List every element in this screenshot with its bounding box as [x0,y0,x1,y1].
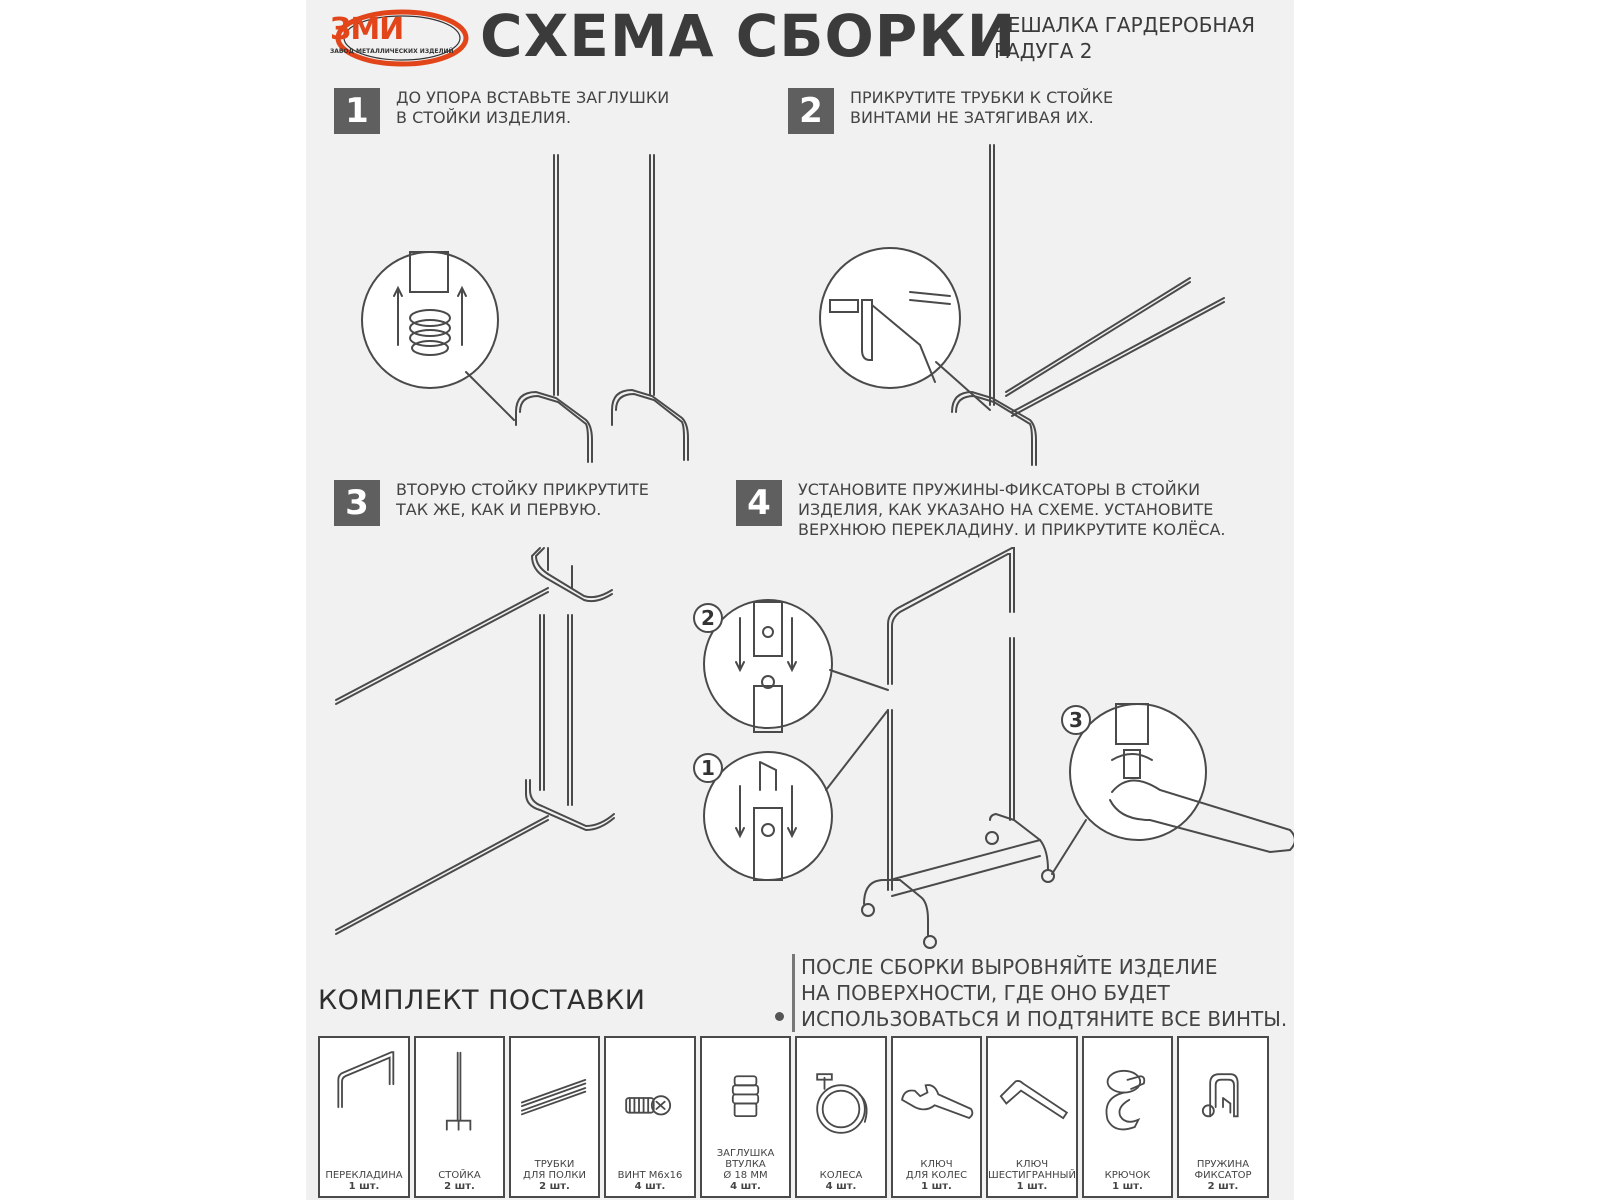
product-name-line2: РАДУГА 2 [994,39,1093,63]
step-2-text [850,88,1113,128]
page-title: СХЕМА СБОРКИ [480,2,1017,70]
kit-item-label [988,1159,1076,1192]
step-4-number: 4 [736,480,782,526]
kit-item [700,1036,791,1198]
plug-icon [702,1038,789,1158]
note-bullet [775,1012,784,1021]
step-4-line2: ИЗДЕЛИЯ, КАК УКАЗАНО НА СХЕМЕ. УСТАНОВИТЕ [798,500,1214,519]
tubes-icon [511,1038,598,1158]
kit-item-name-line2: КОЛЕСА [819,1170,863,1181]
kit-item-quantity: 1 шт. [921,1181,952,1192]
kit-item-label [1084,1170,1171,1192]
kit-item-name-line1: ЗАГЛУШКА ВТУЛКА [716,1148,775,1170]
product-name-line1: ВЕШАЛКА ГАРДЕРОБНАЯ [994,13,1256,37]
note-line2: НА ПОВЕРХНОСТИ, ГДЕ ОНО БУДЕТ [801,981,1170,1005]
final-note [792,954,1287,1032]
hex-key-icon [988,1038,1076,1158]
step-4-detail-2 [704,600,888,732]
step-1-upright-left [516,155,592,462]
kit-item-label [320,1170,408,1192]
kit-item-quantity: 4 шт. [730,1181,761,1192]
assembly-diagrams [306,130,1294,950]
kit-item-name-line2: Ø 18 ММ [723,1170,768,1181]
wrench-icon [893,1038,980,1158]
step-2-screw-detail [820,248,990,410]
kit-item-label [1179,1159,1267,1192]
kit-item [414,1036,505,1198]
step-1-line2: В СТОЙКИ ИЗДЕЛИЯ. [396,108,572,127]
step-1-number: 1 [334,88,380,134]
kit-item [1177,1036,1269,1198]
step-2-upright [952,145,1224,465]
crossbar-icon [320,1038,408,1158]
kit-item-name-line1: КЛЮЧ [1015,1159,1049,1170]
kit-item-quantity: 4 шт. [634,1181,666,1192]
callout-1-label: 1 [701,756,715,780]
kit-item [986,1036,1078,1198]
step-4-detail-1 [704,710,888,880]
kit-item-label [702,1148,789,1192]
kit-item-name-line2: ШЕСТИГРАННЫЙ [988,1170,1076,1181]
kit-item-quantity: 1 шт. [348,1181,380,1192]
callout-3-label: 3 [1069,708,1083,732]
screw-icon [606,1038,694,1158]
step-3-number: 3 [334,480,380,526]
kit-item-quantity: 4 шт. [825,1181,857,1192]
step-1-upright-right [612,155,688,460]
step-2-line1: ПРИКРУТИТЕ ТРУБКИ К СТОЙКЕ [850,88,1114,107]
step-1-plug-detail [362,252,514,420]
hook-icon [1084,1038,1171,1158]
kit-item-name-line2: ДЛЯ КОЛЕС [905,1170,968,1181]
kit-item-name-line1: ПРУЖИНА [1196,1159,1250,1170]
upright-icon [416,1038,503,1158]
step-4-rack [862,548,1054,948]
step-2-line2: ВИНТАМИ НЕ ЗАТЯГИВАЯ ИХ. [850,108,1094,127]
kit-title: КОМПЛЕКТ ПОСТАВКИ [318,985,646,1016]
spring-clip-icon [1179,1038,1267,1158]
step-2-number: 2 [788,88,834,134]
step-4-line3: ВЕРХНЮЮ ПЕРЕКЛАДИНУ. И ПРИКРУТИТЕ КОЛЁСА. [798,520,1226,539]
kit-item [318,1036,410,1198]
wheel-icon [797,1038,885,1158]
step-3-line1: ВТОРУЮ СТОЙКУ ПРИКРУТИТЕ [396,480,649,499]
kit-item-quantity: 2 шт. [444,1181,475,1192]
kit-item [1082,1036,1173,1198]
step-4-detail-3 [1052,704,1294,874]
kit-item-name-line2: ПЕРЕКЛАДИНА [325,1170,403,1181]
kit-item [604,1036,696,1198]
kit-item-label [893,1159,980,1192]
kit-item-quantity: 1 шт. [1016,1181,1048,1192]
kit-item-name-line2: ВИНТ М6х16 [617,1170,683,1181]
kit-item [509,1036,600,1198]
kit-item [795,1036,887,1198]
kit-item-label [416,1170,503,1192]
note-line1: ПОСЛЕ СБОРКИ ВЫРОВНЯЙТЕ ИЗДЕЛИЕ [801,955,1218,979]
step-4-line1: УСТАНОВИТЕ ПРУЖИНЫ-ФИКСАТОРЫ В СТОЙКИ [798,480,1201,499]
note-line3: ИСПОЛЬЗОВАТЬСЯ И ПОДТЯНИТЕ ВСЕ ВИНТЫ. [801,1007,1288,1031]
step-1-line1: ДО УПОРА ВСТАВЬТЕ ЗАГЛУШКИ [396,88,670,107]
kit-item [891,1036,982,1198]
callout-2-label: 2 [701,606,715,630]
product-name [994,12,1255,64]
step-1-text [396,88,669,128]
kit-item-quantity: 2 шт. [539,1181,570,1192]
kit-item-name-line2: СТОЙКА [438,1170,481,1181]
step-3-line2: ТАК ЖЕ, КАК И ПЕРВУЮ. [396,500,602,519]
kit-item-label [797,1170,885,1192]
logo-wordmark: ЗМИ [330,12,404,47]
kit-item-name-line1: КЛЮЧ [920,1159,953,1170]
kit-item-name-line1: ТРУБКИ [534,1159,575,1170]
logo-subtitle: ЗАВОД МЕТАЛЛИЧЕСКИХ ИЗДЕЛИЙ [330,48,454,55]
kit-item-name-line2: ФИКСАТОР [1194,1170,1252,1181]
kit-item-label [511,1159,598,1192]
step-3-frame [336,548,614,934]
kit-item-name-line2: ДЛЯ ПОЛКИ [523,1170,586,1181]
company-logo [330,6,470,68]
kit-item-name-line2: КРЮЧОК [1104,1170,1151,1181]
kit-item-label [606,1170,694,1192]
kit-item-quantity: 1 шт. [1112,1181,1143,1192]
kit-item-quantity: 2 шт. [1207,1181,1239,1192]
